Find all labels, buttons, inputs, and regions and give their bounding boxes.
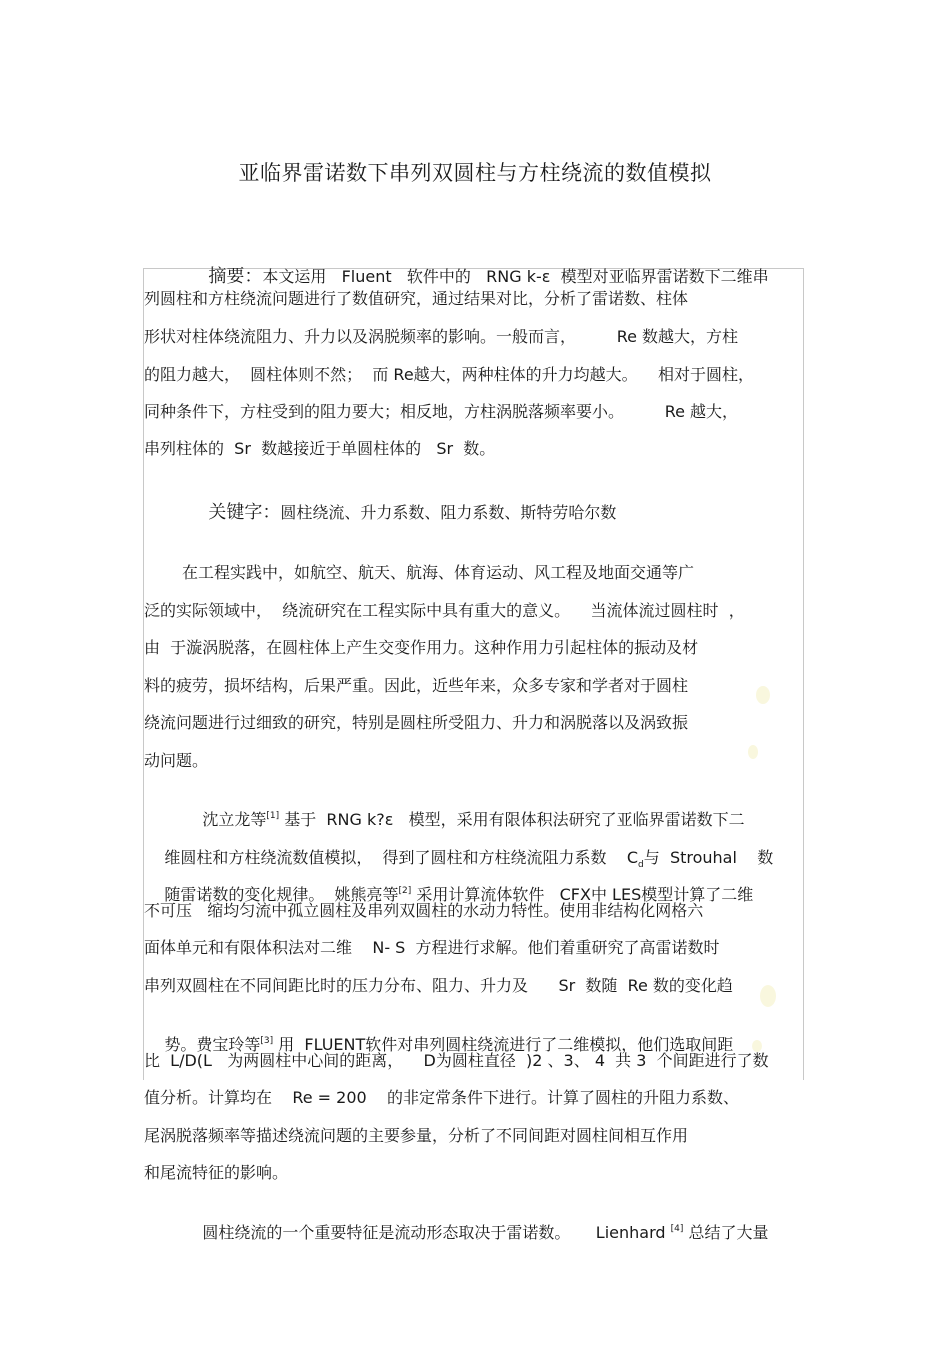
keywords-label: 关键字： bbox=[208, 502, 281, 523]
text-run: 沈立龙等 bbox=[202, 810, 267, 829]
body-line: 值分析。计算均在 Re = 200 的非定常条件下进行。计算了圆柱的升阻力系数、 bbox=[144, 1088, 740, 1107]
body-line: 动问题。 bbox=[144, 751, 209, 770]
abstract-line: 形状对柱体绕流阻力、升力以及涡脱频率的影响。一般而言， Re 数越大，方柱 bbox=[144, 327, 739, 346]
text-run: 采用计算流体软件 CFX中 LES模型计算了二维 bbox=[411, 885, 754, 904]
frame-right bbox=[803, 268, 804, 1080]
body-line: 尾涡脱落频率等描述绕流问题的主要参量，分析了不同间距对圆柱间相互作用 bbox=[144, 1126, 689, 1145]
scan-speck bbox=[748, 745, 758, 759]
body-line: 比 L/D(L 为两圆柱中心间的距离， D为圆柱直径 )2 、3、 4 共 3 个间距进行了数 bbox=[144, 1051, 769, 1070]
text-run: 与 Strouhal 数 bbox=[643, 848, 774, 867]
scan-speck bbox=[756, 686, 770, 704]
abstract-line: 同种条件下，方柱受到的阻力要大；相反地，方柱涡脱落频率要小。 Re 越大， bbox=[144, 402, 739, 421]
body-line: 串列双圆柱在不同间距比时的压力分布、阻力、升力及 Sr 数随 Re 数的变化趋 bbox=[144, 976, 733, 995]
abstract-line: 的阻力越大， 圆柱体则不然； 而 Re越大，两种柱体的升力均越大。 相对于圆柱， bbox=[144, 365, 755, 384]
body-line: 不可压 缩均匀流中孤立圆柱及串列双圆柱的水动力特性。使用非结构化网格六 bbox=[144, 901, 704, 920]
citation-ref[interactable]: [4] bbox=[670, 1224, 684, 1234]
body-line: 泛的实际领域中， 绕流研究在工程实际中具有重大的意义。 当流体流过圆柱时 ， bbox=[144, 601, 745, 620]
body-line: 和尾流特征的影响。 bbox=[144, 1163, 289, 1182]
abstract-label: 摘要： bbox=[208, 266, 263, 287]
body-line bbox=[182, 1200, 768, 1269]
text-run: 维圆柱和方柱绕流数值模拟， 得到了圆柱和方柱绕流阻力系数 C bbox=[164, 848, 639, 867]
subscript: d bbox=[638, 860, 644, 870]
body-line: 由 于漩涡脱落，在圆柱体上产生交变作用力。这种作用力引起柱体的振动及材 bbox=[144, 638, 699, 657]
citation-ref[interactable]: [2] bbox=[398, 886, 412, 896]
body-line: 料的疲劳，损坏结构，后果严重。因此，近些年来，众多专家和学者对于圆柱 bbox=[144, 676, 689, 695]
body-line: 面体单元和有限体积法对二维 N- S 方程进行求解。他们着重研究了高雷诺数时 bbox=[144, 938, 720, 957]
body-line: 在工程实践中，如航空、航天、航海、体育运动、风工程及地面交通等广 bbox=[182, 563, 695, 582]
abstract-line: 列圆柱和方柱绕流问题进行了数值研究，通过结果对比，分析了雷诺数、柱体 bbox=[144, 289, 689, 308]
page-title: 亚临界雷诺数下串列双圆柱与方柱绕流的数值模拟 bbox=[238, 161, 712, 185]
citation-ref[interactable]: [1] bbox=[266, 811, 280, 821]
keywords-text: 圆柱绕流、升力系数、阻力系数、斯特劳哈尔数 bbox=[280, 503, 617, 522]
text-run: 随雷诺数的变化规律。 姚熊亮等 bbox=[164, 885, 399, 904]
citation-ref[interactable]: [3] bbox=[260, 1036, 274, 1046]
body-line: 绕流问题进行过细致的研究，特别是圆柱所受阻力、升力和涡脱落以及涡致振 bbox=[144, 713, 689, 732]
keywords-line bbox=[188, 480, 616, 546]
text-run: 用 FLUENT软件对串列圆柱绕流进行了二维模拟，他们选取间距 bbox=[273, 1035, 734, 1054]
abstract-line: 串列柱体的 Sr 数越接近于单圆柱体的 Sr 数。 bbox=[144, 439, 496, 458]
scan-speck bbox=[760, 985, 776, 1007]
text-run: 基于 RNG k?ε 模型，采用有限体积法研究了亚临界雷诺数下二 bbox=[279, 810, 745, 829]
text-run: 圆柱绕流的一个重要特征是流动形态取决于雷诺数。 Lienhard bbox=[202, 1223, 671, 1242]
text-run: 势。费宝玲等 bbox=[164, 1035, 261, 1054]
text-run: 总结了大量 bbox=[683, 1223, 769, 1242]
abstract-text: 本文运用 Fluent 软件中的 RNG k-ε 模型对亚临界雷诺数下二维串 bbox=[262, 267, 769, 286]
